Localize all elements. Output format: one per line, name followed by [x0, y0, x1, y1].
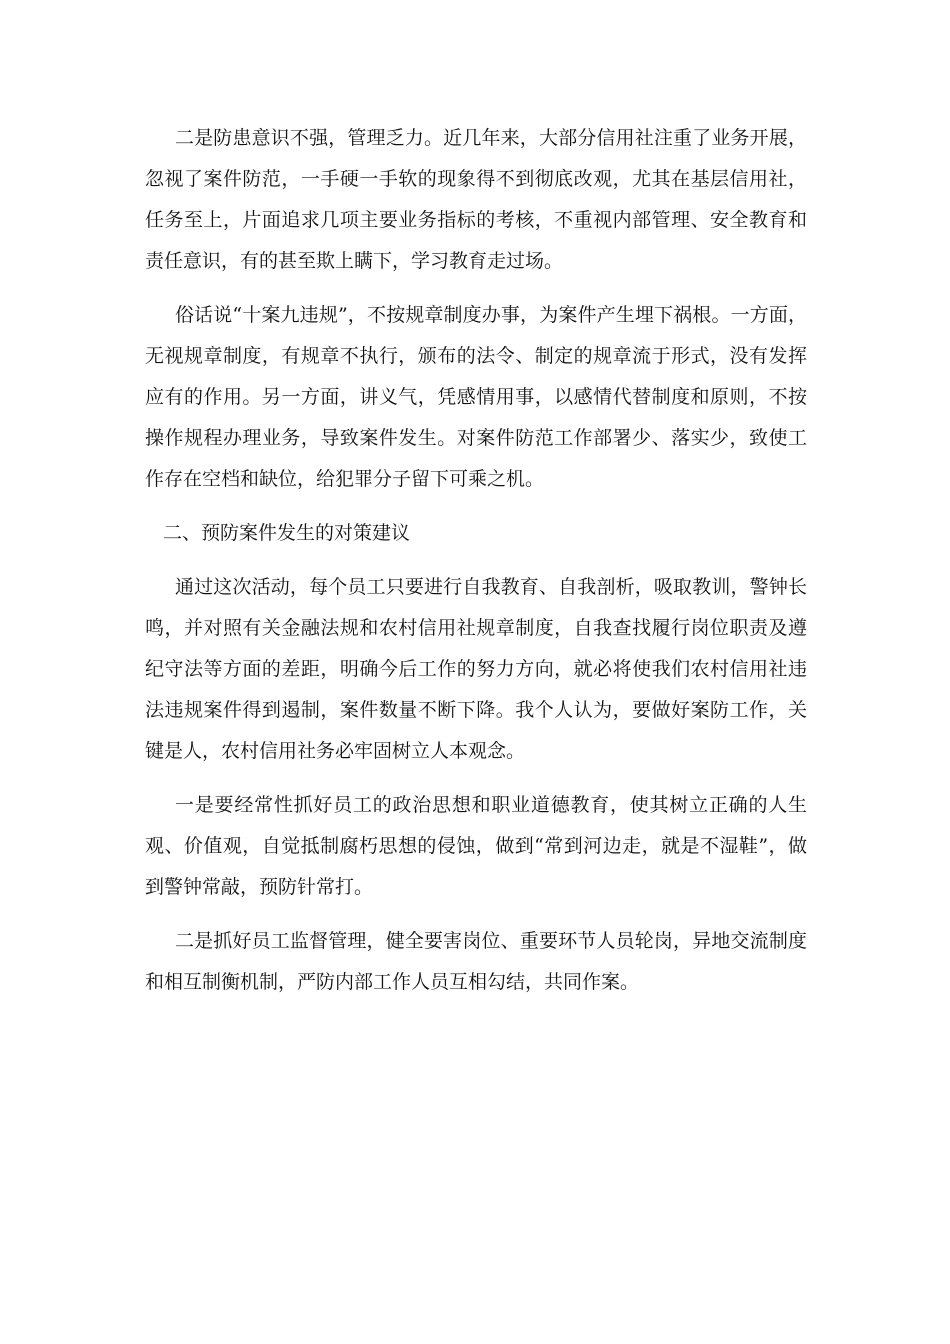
section-heading: 二、预防案件发生的对策建议	[163, 522, 411, 544]
paragraph-staff-supervision: 二是抓好员工监督管理，健全要害岗位、重要环节人员轮岗，异地交流制度和相互制衡机制，严防内部工作人员互相勾结，共同作案。	[145, 930, 807, 993]
paragraph-self-education: 通过这次活动，每个员工只要进行自我教育、自我剖析，吸取教训，警钟长鸣，并对照有关金融法规和农村信用社规章制度，自我查找履行岗位职责及遵纪守法等方面的差距，明确今后工作的努力方向，就必将使我们农村信用社违法违规案件得到遏制，案件数量不断下降。我个人认为，要做好案防工作，关键是人，农村信用社务必牢固树立人本观念。	[145, 576, 807, 762]
paragraph-rule-violations: 俗话说“十案九违规”，不按规章制度办事，为案件产生埋下祸根。一方面，无视规章制度，有规章不执行，颁布的法令、制定的规章流于形式，没有发挥应有的作用。另一方面，讲义气，凭感情用事，以感情代替制度和原则，不按操作规程办理业务，导致案件发生。对案件防范工作部署少、落实少，致使工作存在空档和缺位，给犯罪分子留下可乘之机。	[145, 304, 807, 490]
paragraph-ideological-education: 一是要经常性抓好员工的政治思想和职业道德教育，使其树立正确的人生观、价值观，自觉抵制腐朽思想的侵蚀，做到“常到河边走，就是不湿鞋”，做到警钟常敲，预防针常打。	[145, 794, 807, 898]
paragraph-prevention-awareness: 二是防患意识不强，管理乏力。近几年来，大部分信用社注重了业务开展，忽视了案件防范，一手硬一手软的现象得不到彻底改观，尤其在基层信用社，任务至上，片面追求几项主要业务指标的考核，不重视内部管理、安全教育和责任意识，有的甚至欺上瞒下，学习教育走过场。	[145, 127, 807, 272]
document-body	[145, 118, 807, 1016]
